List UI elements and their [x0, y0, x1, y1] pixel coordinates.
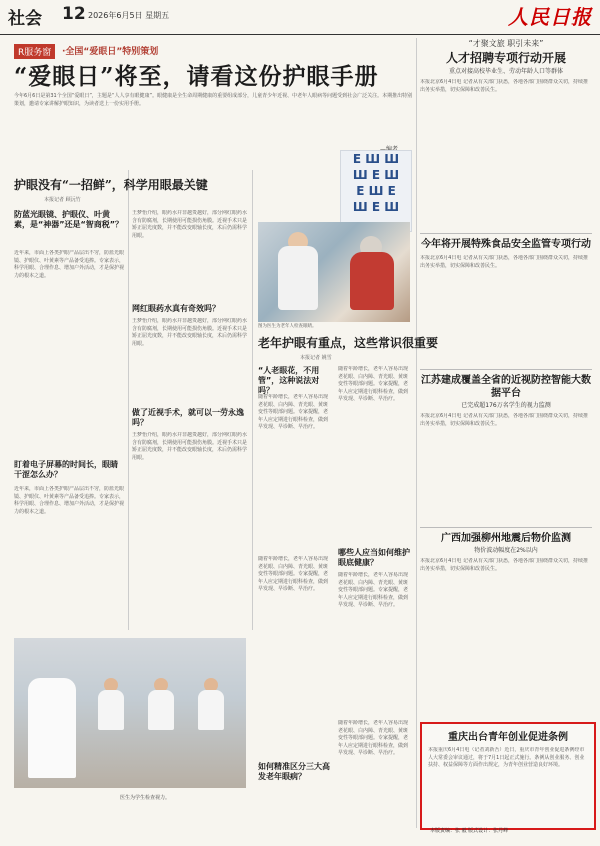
divider	[420, 369, 592, 370]
eye-chart-row: E Ш E	[356, 184, 396, 198]
news-subhead: 物价波动幅度在2%以内	[474, 547, 538, 554]
page-number: 12	[62, 4, 86, 24]
left-article-subhead: 防蓝光眼镜、护眼仪、叶黄素，是“神器”还是“智商税”？	[14, 210, 124, 229]
news-subhead: 重点对接高校毕业生、劳动年龄人口等群体	[448, 68, 563, 75]
vision-check-photo	[14, 638, 246, 788]
newspaper-logo: 人民日报	[508, 5, 592, 29]
mid-col-subhead: 网红眼药水真有奇效吗？	[132, 304, 220, 313]
mid-col-subhead: 做了近视手术，就可以一劳永逸吗？	[132, 408, 244, 427]
doctor-figure	[28, 678, 76, 778]
student-figure	[198, 690, 224, 730]
news-headline: 今年将开展特殊食品安全监管专项行动	[421, 239, 591, 250]
mid-article-subhead: 如何精准区分三大高发老年眼病？	[258, 762, 330, 781]
left-article-byline: 本报记者 顾沅竹	[44, 197, 81, 203]
left-article-body: 近年来，市面上各类护眼产品层出不穷，防蓝光眼镜、护眼仪、叶黄素等产品备受追捧。专家表示，科学用眼、合理作息、增加户外活动，才是保护视力的根本之道。	[14, 486, 124, 515]
mid-article-subhead: “人老眼花，不用管”，这种说法对吗？	[258, 366, 320, 395]
highlighted-body: 本报重庆6月4日电（记者刘新吾）近日，重庆市青年创业促进条例经市人大常委会审议通过，将于7月1日起正式施行。条例从创业服务、创业扶持、权益保障等方面作出规定，为青年创业营造良好环境。	[428, 747, 585, 768]
left-article-subhead: 盯着电子屏幕的时间长，眼睛干涩怎么办？	[14, 460, 118, 479]
left-article-headline: 护眼没有“一招鲜”，科学用眼最关键	[14, 178, 208, 192]
eye-chart-graphic	[340, 150, 412, 232]
mid-article-headline: 老年护眼有重点，这些常识很重要	[258, 336, 439, 350]
doctor-figure	[278, 246, 318, 310]
mid-article-body: 随着年龄增长，老年人容易出现老花眼、白内障、青光眼、黄斑变性等眼部问题。专家提醒，老年人应定期进行眼科检查，做到早发现、早诊断、早治疗。	[338, 366, 409, 402]
mid-article-body: 随着年龄增长，老年人容易出现老花眼、白内障、青光眼、黄斑变性等眼部问题。专家提醒，老年人应定期进行眼科检查，做到早发现、早诊断、早治疗。	[258, 556, 329, 592]
photo-caption: 医生为学生检查视力。	[120, 795, 171, 801]
news-tag: “才聚文旅 职引未来”	[468, 39, 544, 48]
patient-figure	[350, 252, 394, 310]
mid-article-body: 随着年龄增长，老年人容易出现老花眼、白内障、青光眼、黄斑变性等眼部问题。专家提醒，老年人应定期进行眼科检查，做到早发现、早诊断、早治疗。	[338, 572, 409, 608]
highlighted-article[interactable]	[420, 722, 596, 830]
issue-date: 2026年6月5日 星期五	[88, 11, 170, 20]
news-body: 本报北京6月4日电 记者从有关部门获悉，各地各部门围绕群众关切，持续推出务实举措，切实保障和改善民生。	[420, 413, 588, 427]
highlighted-headline: 重庆出台青年创业促进条例	[448, 732, 568, 743]
news-body: 本报北京6月4日电 记者从有关部门获悉，各地各部门围绕群众关切，持续推出务实举措，切实保障和改善民生。	[420, 558, 588, 572]
feature-tag: R服务窗	[14, 44, 55, 59]
mid-col-body: 王梦怡介绍，眼药水并非越贵越好，部分网红眼药水含有防腐剂，长期使用可能损伤角膜。近视手术只是矫正屈光度数，并不能改变眼轴长度，术后仍需科学用眼。	[132, 432, 248, 461]
mid-col-body: 王梦怡介绍，眼药水并非越贵越好，部分网红眼药水含有防腐剂，长期使用可能损伤角膜。近视手术只是矫正屈光度数，并不能改变眼轴长度，术后仍需科学用眼。	[132, 210, 248, 239]
feature-intro: 今年6月6日是第31个全国“爱眼日”，主题是“人人享有眼健康”。眼健康是全生命周期健康的重要组成部分，儿童青少年近视、中老年人眼病等问题受到社会广泛关注。本期推出特别策划，邀请专家讲解护眼知识，为读者送上一份实用手册。	[14, 93, 413, 107]
column-divider	[416, 38, 417, 828]
eye-chart-row: Ш E Ш	[352, 168, 400, 182]
photo-caption: 图为医生为老年人检查眼睛。	[258, 324, 317, 329]
news-headline: 江苏建成覆盖全省的近视防控智能大数据平台	[421, 375, 591, 399]
mid-article-byline: 本报记者 姚雪	[300, 355, 332, 361]
news-body: 本报北京6月4日电 记者从有关部门获悉，各地各部门围绕群众关切，持续推出务实举措，切实保障和改善民生。	[420, 79, 588, 93]
column-divider	[252, 170, 253, 630]
news-subhead: 已完成超176万名学生的视力监测	[461, 402, 551, 409]
news-headline: 人才招聘专项行动开展	[445, 51, 566, 65]
student-figure	[148, 690, 174, 730]
eye-chart-row: E Ш Ш	[352, 152, 400, 166]
mid-col-body: 王梦怡介绍，眼药水并非越贵越好，部分网红眼药水含有防腐剂，长期使用可能损伤角膜。近视手术只是矫正屈光度数，并不能改变眼轴长度，术后仍需科学用眼。	[132, 318, 248, 347]
student-figure	[98, 690, 124, 730]
divider	[420, 527, 592, 528]
news-body: 本报北京6月4日电 记者从有关部门获悉，各地各部门围绕群众关切，持续推出务实举措，切实保障和改善民生。	[420, 255, 588, 269]
news-headline: 广西加强柳州地震后物价监测	[441, 533, 571, 544]
section-name: 社会	[8, 9, 42, 29]
left-article-body: 近年来，市面上各类护眼产品层出不穷，防蓝光眼镜、护眼仪、叶黄素等产品备受追捧。专家表示，科学用眼、合理作息、增加户外活动，才是保护视力的根本之道。	[14, 250, 124, 279]
feature-series: ·全国“爱眼日”特别策划	[62, 47, 159, 57]
eye-chart-row: Ш E Ш	[352, 200, 400, 214]
feature-title: “爱眼日”将至，请看这份护眼手册	[14, 63, 379, 90]
eye-exam-photo	[258, 222, 410, 322]
right-news-column	[420, 38, 592, 658]
divider	[420, 233, 592, 234]
mid-article-subhead: 哪些人应当如何维护眼底健康？	[338, 548, 410, 567]
mid-article-body: 随着年龄增长，老年人容易出现老花眼、白内障、青光眼、黄斑变性等眼部问题。专家提醒，老年人应定期进行眼科检查，做到早发现、早诊断、早治疗。	[258, 394, 329, 430]
editor-credits: 本版责编：张 毅 版式设计：张丹峰	[430, 828, 509, 834]
mid-article-body: 随着年龄增长，老年人容易出现老花眼、白内障、青光眼、黄斑变性等眼部问题。专家提醒，老年人应定期进行眼科检查，做到早发现、早诊断、早治疗。	[338, 720, 409, 756]
column-divider	[128, 170, 129, 630]
